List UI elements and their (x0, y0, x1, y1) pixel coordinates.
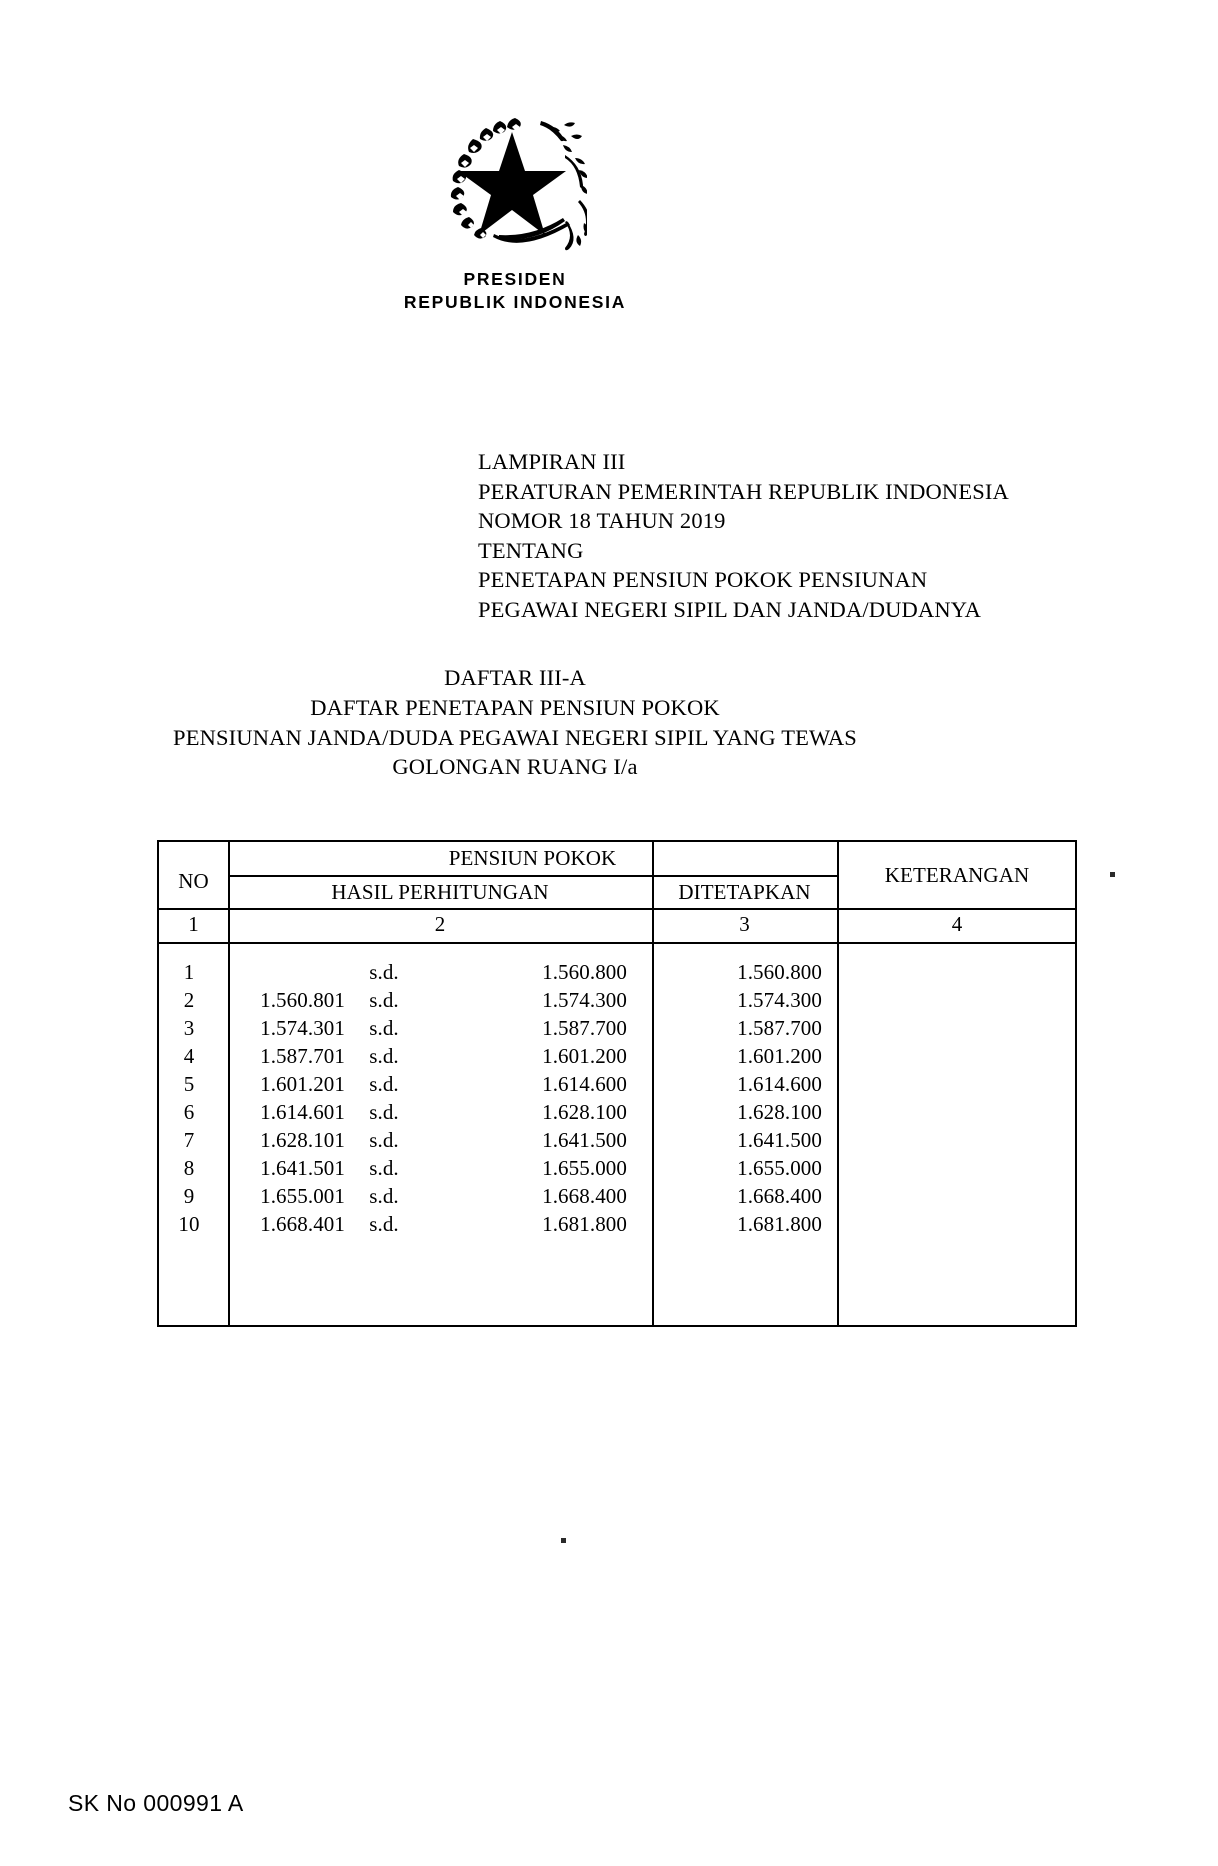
table-cell-ditetapkan: 1.574.300 (737, 988, 822, 1012)
document-footer-code: SK No 000991 A (68, 1790, 244, 1816)
table-rule-pensiun-pokok (228, 875, 837, 877)
table-cell-no: 3 (183, 1016, 195, 1040)
table-cell-range-from: 1.560.801 (260, 988, 345, 1012)
table-cell-separator: s.d. (369, 1184, 399, 1208)
table-cell-range-from: 1.601.201 (260, 1072, 345, 1096)
scan-speck (1110, 872, 1115, 877)
regulation-subject-line2: PEGAWAI NEGERI SIPIL DAN JANDA/DUDANYA (478, 596, 982, 622)
table-cell-ditetapkan: 1.587.700 (737, 1016, 822, 1040)
daftar-heading: DAFTAR PENETAPAN PENSIUN POKOK (310, 694, 720, 720)
table-colnum-1: 1 (188, 912, 199, 936)
table-cell-ditetapkan: 1.655.000 (737, 1156, 822, 1180)
table-cell-range-to: 1.614.600 (542, 1072, 627, 1096)
table-cell-range-to: 1.560.800 (542, 960, 627, 984)
table-row (159, 960, 1075, 988)
table-cell-separator: s.d. (369, 1128, 399, 1152)
table-cell-separator: s.d. (369, 1100, 399, 1124)
presidential-seal-emblem (437, 105, 587, 255)
table-cell-range-to: 1.655.000 (542, 1156, 627, 1180)
table-cell-ditetapkan: 1.614.600 (737, 1072, 822, 1096)
table-cell-no: 7 (183, 1128, 195, 1152)
table-cell-ditetapkan: 1.560.800 (737, 960, 822, 984)
table-cell-ditetapkan: 1.668.400 (737, 1184, 822, 1208)
table-cell-ditetapkan: 1.628.100 (737, 1100, 822, 1124)
table-rule-number-bottom (159, 942, 1075, 944)
table-cell-range-to: 1.681.800 (542, 1212, 627, 1236)
table-cell-no: 4 (183, 1044, 195, 1068)
table-colnum-4: 4 (951, 912, 963, 936)
table-cell-ditetapkan: 1.601.200 (737, 1044, 822, 1068)
table-cell-range-to: 1.628.100 (542, 1100, 627, 1124)
table-cell-no: 8 (183, 1156, 195, 1180)
scan-speck (561, 1538, 566, 1543)
table-colnum-3: 3 (739, 912, 750, 936)
table-row (159, 1016, 1075, 1044)
table-cell-no: 5 (183, 1072, 195, 1096)
daftar-subject: PENSIUNAN JANDA/DUDA PEGAWAI NEGERI SIPIL YANG TEWAS (173, 724, 857, 750)
table-cell-range-to: 1.601.200 (542, 1044, 627, 1068)
table-cell-separator: s.d. (369, 960, 399, 984)
table-row (159, 1156, 1075, 1184)
table-cell-range-from: 1.655.001 (260, 1184, 345, 1208)
table-cell-separator: s.d. (369, 1072, 399, 1096)
table-header-no: NO (178, 869, 209, 893)
table-colnum-2: 2 (434, 912, 446, 936)
lampiran-block (478, 447, 1009, 625)
presidential-caption (0, 268, 1030, 314)
table-cell-range-to: 1.587.700 (542, 1016, 627, 1040)
table-cell-no: 6 (183, 1100, 195, 1124)
table-cell-range-to: 1.641.500 (542, 1128, 627, 1152)
table-cell-range-from: 1.587.701 (260, 1044, 345, 1068)
table-cell-separator: s.d. (369, 1212, 399, 1236)
table-cell-separator: s.d. (369, 1044, 399, 1068)
table-row (159, 1184, 1075, 1212)
table-row (159, 988, 1075, 1016)
regulation-about-label: TENTANG (478, 537, 584, 563)
table-header-hasil-perhitungan: HASIL PERHITUNGAN (331, 880, 549, 904)
table-row (159, 1100, 1075, 1128)
caption-republik-indonesia: REPUBLIK INDONESIA (403, 292, 627, 312)
table-cell-ditetapkan: 1.681.800 (737, 1212, 822, 1236)
table-cell-range-from: 1.574.301 (260, 1016, 345, 1040)
table-body (159, 960, 1075, 1240)
daftar-title-block (0, 663, 1030, 782)
regulation-title: PERATURAN PEMERINTAH REPUBLIK INDONESIA (478, 478, 1009, 504)
table-row (159, 1072, 1075, 1100)
table-row (159, 1212, 1075, 1240)
table-row (159, 1128, 1075, 1156)
table-row (159, 1044, 1075, 1072)
table-cell-range-from: 1.614.601 (260, 1100, 345, 1124)
table-cell-ditetapkan: 1.641.500 (737, 1128, 822, 1152)
lampiran-number: LAMPIRAN III (478, 449, 626, 474)
daftar-golongan: GOLONGAN RUANG I/a (392, 754, 638, 780)
daftar-code: DAFTAR III-A (444, 665, 586, 690)
table-header-keterangan: KETERANGAN (884, 863, 1030, 887)
table-cell-no: 10 (178, 1212, 200, 1236)
table-rule-header-bottom (159, 908, 1075, 910)
table-header-pensiun-pokok: PENSIUN POKOK (448, 846, 617, 870)
table-cell-separator: s.d. (369, 1156, 399, 1180)
regulation-subject-line1: PENETAPAN PENSIUN POKOK PENSIUNAN (478, 567, 928, 593)
regulation-number: NOMOR 18 TAHUN 2019 (478, 508, 726, 534)
table-cell-range-from: 1.628.101 (260, 1128, 345, 1152)
table-cell-range-to: 1.668.400 (542, 1184, 627, 1208)
table-cell-no: 1 (183, 960, 195, 984)
table-cell-range-from: 1.641.501 (260, 1156, 345, 1180)
table-cell-range-from: 1.668.401 (260, 1212, 345, 1236)
table-cell-separator: s.d. (369, 988, 399, 1012)
pension-table (157, 840, 1077, 1327)
table-cell-separator: s.d. (369, 1016, 399, 1040)
table-header-ditetapkan: DITETAPKAN (678, 880, 811, 904)
table-cell-no: 9 (183, 1184, 195, 1208)
caption-presiden: PRESIDEN (463, 269, 567, 289)
table-cell-no: 2 (183, 988, 195, 1012)
table-cell-range-to: 1.574.300 (542, 988, 627, 1012)
